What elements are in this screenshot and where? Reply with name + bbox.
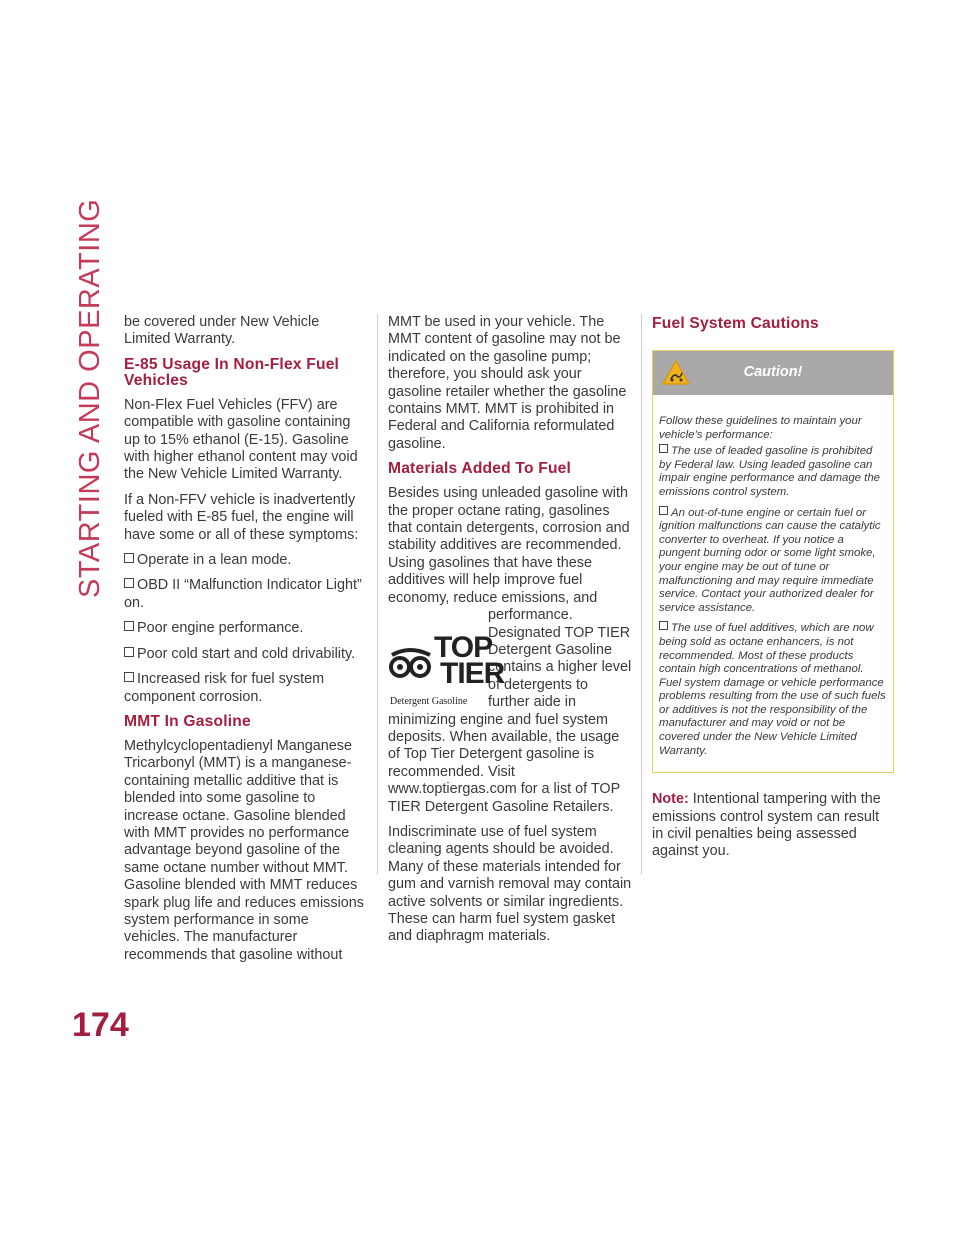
symptom-item: Poor cold start and cold drivability. bbox=[124, 646, 366, 663]
logo-wordmark-bottom: TIER bbox=[440, 656, 505, 690]
column-2 bbox=[388, 314, 632, 954]
column-3 bbox=[652, 314, 894, 869]
note-text: Intentional tampering with the emissions control system can result in civil penalties being assessed against you. bbox=[652, 791, 881, 860]
symptom-item: Poor engine performance. bbox=[124, 620, 366, 637]
caution-body bbox=[653, 395, 893, 772]
e85-heading: E-85 Usage In Non-Flex Fuel Vehicles bbox=[124, 355, 340, 389]
mmt-paragraph: Methylcyclopentadienyl Manganese Tricarbonyl (MMT) is a manganese-containing metallic additive that is blended into some gasoline to increase octane. Gasoline blended with MMT provides no performance advantage beyond gasoline of the same octane number without MMT. Gasoline blended with MMT reduces spark plug life and reduces emissions system performance in some vehicles. The manufacturer recommends that gasoline without bbox=[124, 737, 364, 963]
note-label: Note: bbox=[652, 791, 689, 808]
mmt-continued-paragraph: MMT be used in your vehicle. The MMT content of gasoline may not be indicated on the gasoline pump; therefore, you should ask your gasoline retailer whether the gasoline contains MMT. MMT is prohibited in Federal and California reformulated gasoline. bbox=[388, 314, 627, 452]
note-paragraph bbox=[652, 791, 894, 861]
checkbox-bullet-icon bbox=[124, 553, 134, 563]
symptom-item: Increased risk for fuel system component corrosion. bbox=[124, 671, 325, 705]
column-divider bbox=[377, 314, 378, 874]
fuel-cautions-heading: Fuel System Cautions bbox=[652, 315, 819, 332]
top-tier-emblem-icon bbox=[388, 631, 438, 691]
checkbox-bullet-icon bbox=[659, 621, 668, 630]
intro-paragraph: be covered under New Vehicle Limited Warranty. bbox=[124, 314, 320, 348]
materials-paragraph-1: Besides using unleaded gasoline with the proper octane rating, gasolines that contain detergents, corrosion and stability additives are recommended. Using gasolines that have these additives will help improve fuel economy, reduce emissions, and bbox=[388, 485, 630, 606]
mmt-heading: MMT In Gasoline bbox=[124, 712, 251, 730]
caution-title: Caution! bbox=[743, 364, 803, 380]
e85-paragraph-2: If a Non-FFV vehicle is inadvertently fueled with E-85 fuel, the engine will have some or all of these symptoms: bbox=[124, 491, 359, 543]
caution-intro: Follow these guidelines to maintain your vehicle’s performance: bbox=[659, 415, 862, 441]
caution-item: An out-of-tune engine or certain fuel or ignition malfunctions can cause the catalytic converter to overheat. If you notice a pungent burning odor or some light smoke, your engine may be out of tune or malfunctioning and may require immediate service. Contact your authorized dealer for service assistance. bbox=[659, 506, 881, 614]
checkbox-bullet-icon bbox=[124, 578, 134, 588]
section-side-label: STARTING AND OPERATING bbox=[74, 198, 106, 598]
caution-box bbox=[652, 350, 894, 773]
caution-item: The use of fuel additives, which are now being sold as octane enhancers, is not recommended. Most of these products contain high concentrations of methanol. Fuel system damage or vehicle performance problems resulting from the use of such fuels or additives is not the responsibility of the manufacturer and may void or not be covered under the New Vehicle Limited Warranty. bbox=[659, 622, 886, 757]
materials-paragraph-1-tail: performance. bbox=[488, 607, 573, 624]
checkbox-bullet-icon bbox=[124, 672, 134, 682]
symptom-item: Operate in a lean mode. bbox=[124, 552, 366, 569]
checkbox-bullet-icon bbox=[659, 506, 668, 515]
checkbox-bullet-icon bbox=[659, 444, 668, 453]
materials-paragraph-2: Designated TOP TIER Detergent Gasoline contains a higher level of detergents to further aide in minimizing engine and fuel system deposits. When available, the usage of Top Tier Detergent gasoline is recommended. Visit www.toptiergas.com for a list of TOP TIER Detergent Gasoline Retailers. bbox=[388, 624, 632, 815]
logo-subtitle: Detergent Gasoline bbox=[390, 695, 468, 707]
logo-wordmark-top: TOP bbox=[434, 630, 493, 664]
caution-header bbox=[653, 351, 893, 395]
checkbox-bullet-icon bbox=[124, 621, 134, 631]
materials-heading: Materials Added To Fuel bbox=[388, 460, 572, 478]
e85-paragraph-1: Non-Flex Fuel Vehicles (FFV) are compatible with gasoline containing up to 15% ethanol (E-15). Gasoline with higher ethanol content may void the New Vehicle Limited Warranty. bbox=[124, 396, 358, 483]
caution-item: The use of leaded gasoline is prohibited by Federal law. Using leaded gasoline can impair engine performance and damage the emissions control system. bbox=[659, 445, 880, 498]
page-number: 174 bbox=[72, 1006, 129, 1044]
top-tier-logo bbox=[388, 630, 505, 711]
symptom-item: OBD II “Malfunction Indicator Light” on. bbox=[124, 577, 362, 611]
checkbox-bullet-icon bbox=[124, 647, 134, 657]
materials-paragraph-3: Indiscriminate use of fuel system cleaning agents should be avoided. Many of these materials intended for gum and varnish removal may contain active solvents or similar ingredients. These can harm fuel system gasket and diaphragm materials. bbox=[388, 823, 632, 945]
column-divider bbox=[641, 314, 642, 874]
column-1 bbox=[124, 314, 366, 972]
